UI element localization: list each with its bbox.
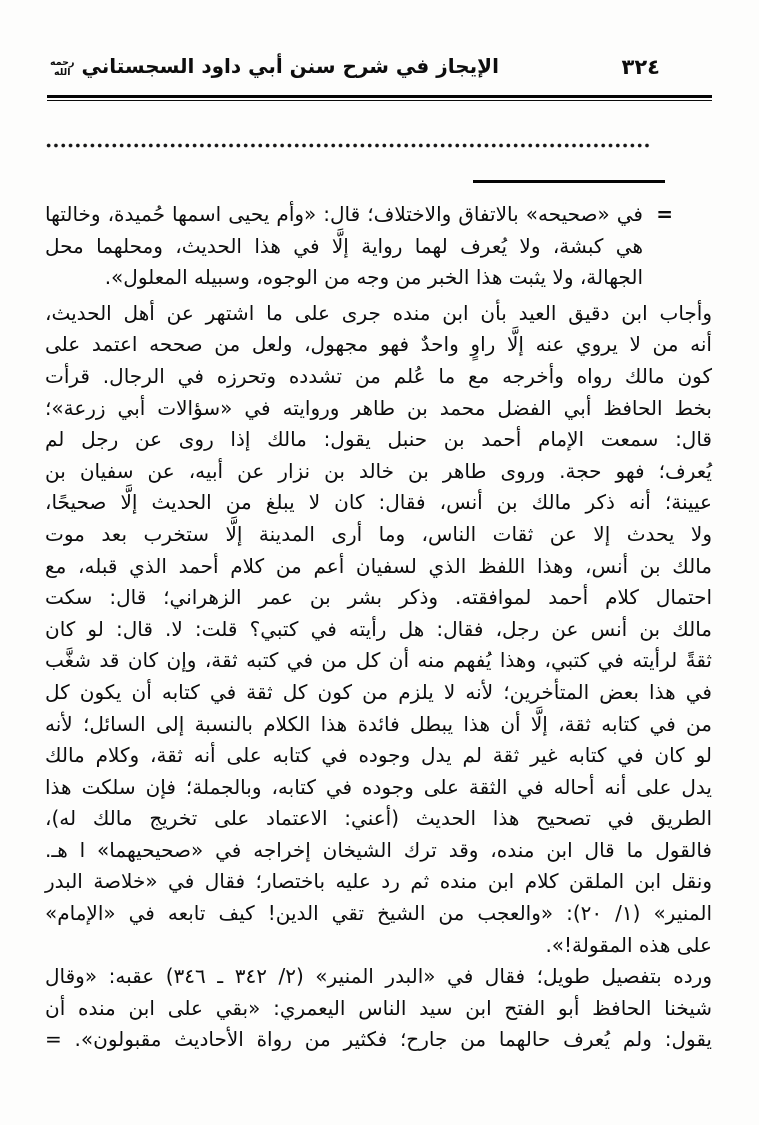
footnote-quote-line [45,199,673,231]
page-number: ٣٢٤ [621,55,660,79]
footnote-line: من في كتابه ثقة، إلَّا أن هذا يبطل فائدة هذا الكلام بالنسبة إلى السائل؛ لأنه [45,711,712,736]
header-double-rule [47,95,712,101]
footnote-line: كون مالك رواه وأخرجه مع ما عُلم من تشدده وتحرزه في الرجال. قرأت [45,363,712,388]
footnote-line: الطريق في تصحيح هذا الحديث (أعني: الاعتماد على تخريج مالك له)، [45,806,712,831]
footnote-quote-line-text: في «صحيحه» بالاتفاق والاختلاف؛ قال: «وأم يحيى اسمها حُميدة، وخالتها [45,202,643,226]
footnote-line: ورده بتفصيل طويل؛ فقال في «البدر المنير» (٢/ ٣٤٢ ـ ٣٤٦) عقبه: «وقال [45,964,712,989]
footnote-line: على هذه المقولة!». [545,932,712,957]
footnote-line: وأجاب ابن دقيق العيد بأن ابن منده جرى على ما اشتهر عن أهل الحديث، [45,300,712,325]
footnote-quote-line: الجهالة، ولا يثبت هذا الخبر من وجه من الوجوه، وسبيله المعلول». [104,265,643,290]
footnote-line: أنه من لا يروي عنه إلَّا راوٍ واحدٌ فهو مجهول، ولعل من صححه اعتمد على [45,332,712,357]
ellipsis-dots-row [45,142,651,149]
footnote-quote-line: هي كبشة، ولا يُعرف لهما رواية إلَّا في هذا الحديث، ومحلهما محل [45,233,643,258]
footnote-line: فالقول ما قال ابن منده، وقد ترك الشيخان إخراجه في «صحيحيهما» ا هـ. [45,837,712,862]
footnote-continuation-marker: = [656,202,673,226]
footnote-line: يُعرف؛ فهو حجة. وروى طاهر بن خالد بن نزار عن أبيه، عن سفيان بن [45,458,712,483]
footnote-line: يقول: ولم يُعرف حالهما من جارح؛ فكثير من رواة الأحاديث مقبولون». = [45,1027,712,1052]
footnote-line: يدل على أنه أحاله في الثقة على وجوده في كتابه، وبالجملة؛ فإن سلكت هذا [45,774,712,799]
book-title-text: الإيجاز في شرح سنن أبي داود السجستاني [81,54,499,78]
footnote-line: احتمال كلام أحمد لموافقته. وذكر بشر بن عمر الزهراني؛ قال: سكت [45,585,712,610]
footnote-separator-rule [473,180,665,183]
book-title [50,54,499,78]
footnote-line: المنير» (١/ ٢٠): «والعجب من الشيخ تقي الدين! كيف تابعه في «الإمام» [45,901,712,926]
footnote-line: مالك بن أنس عن رجل، فقال: هل رأيته في كتبي؟ قلت: لا. قال: لو كان [45,616,712,641]
footnote-line: شيخنا الحافظ أبو الفتح ابن سيد الناس اليعمري: «بقي على ابن منده أن [45,995,712,1020]
footnote-line: عيينة؛ أنه ذكر مالك بن أنس، فقال: كان لا يبلغ من الحديث إلَّا صحيحًا، [45,490,712,515]
footnote-line: لو كان في كتابه غير ثقة لم يدل وجوده في كتابه على أنه ثقة، وكلام مالك [45,743,712,768]
footnote-text-block [45,199,712,1056]
footnote-line: ثقةً لرأيته في كتبي، وهذا يُفهم منه أن كل من في كتبه ثقة، وإن كان قد شغَّب [45,648,712,673]
footnote-line: مالك بن أنس، وهذا اللفظ الذي لسفيان أعم من كلام أحمد الذي قبله، مع [45,553,712,578]
footnote-line: في هذا بعض المتأخرين؛ لأنه لا يلزم من كون كل ثقة في كتابه أن يكون كل [45,679,712,704]
footnote-line: ونقل ابن الملقن كلام ابن منده ثم رد عليه باختصار؛ فقال في «خلاصة البدر [45,869,712,894]
rahimahullah-ornament: رحمه الله [50,56,75,78]
footnote-line: قال: سمعت الإمام أحمد بن حنبل يقول: مالك إذا روى عن رجل لم [45,427,712,452]
footnote-line: ولا يحدث إلا عن ثقات الناس، وما أرى المدينة إلَّا ستخرب بعد موت [45,521,712,546]
footnote-line: بخط الحافظ أبي الفضل محمد بن طاهر وروايته في «سؤالات أبي زرعة»؛ [45,395,712,420]
